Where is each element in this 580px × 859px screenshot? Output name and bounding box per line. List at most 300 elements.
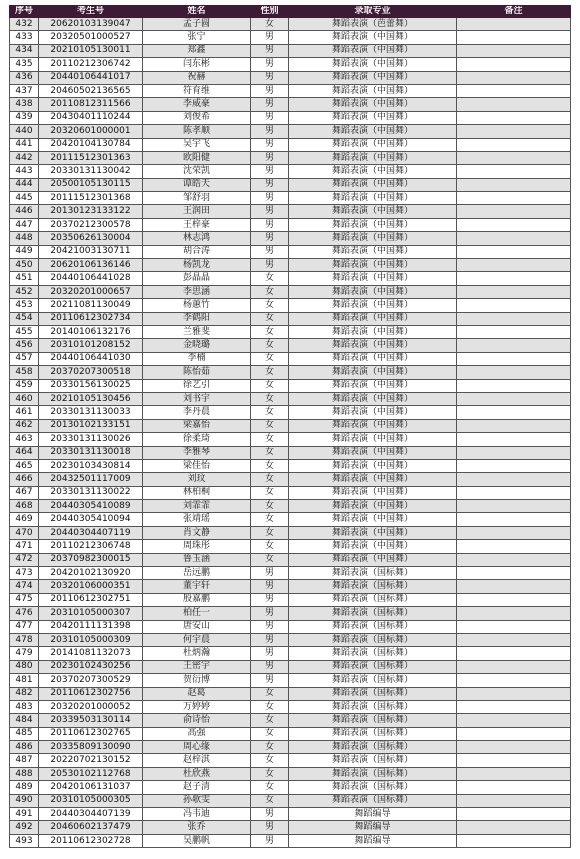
cell-gender: 女 [251, 727, 289, 740]
cell-major: 舞蹈表演（中国舞） [289, 84, 457, 97]
cell-exam-id: 20210105130456 [39, 392, 143, 405]
cell-note [457, 660, 571, 673]
cell-name: 金晓璐 [143, 339, 251, 352]
cell-name: 张宁 [143, 31, 251, 44]
cell-no: 488 [10, 767, 39, 780]
cell-exam-id: 20440305410094 [39, 513, 143, 526]
cell-gender: 男 [251, 84, 289, 97]
cell-name: 周心缘 [143, 741, 251, 754]
cell-no: 485 [10, 727, 39, 740]
cell-note [457, 674, 571, 687]
cell-gender: 女 [251, 767, 289, 780]
cell-note [457, 459, 571, 472]
cell-gender: 男 [251, 593, 289, 606]
cell-note [457, 178, 571, 191]
cell-gender: 男 [251, 58, 289, 71]
table-row [10, 272, 571, 285]
cell-major: 舞蹈表演（中国舞） [289, 31, 457, 44]
cell-gender: 男 [251, 607, 289, 620]
cell-no: 436 [10, 71, 39, 84]
cell-gender: 女 [251, 781, 289, 794]
table-row [10, 781, 571, 794]
cell-major: 舞蹈表演（中国舞） [289, 192, 457, 205]
cell-major: 舞蹈表演（中国舞） [289, 232, 457, 245]
cell-gender: 女 [251, 446, 289, 459]
cell-exam-id: 20111512301368 [39, 192, 143, 205]
cell-exam-id: 20421003130711 [39, 245, 143, 258]
cell-no: 480 [10, 660, 39, 673]
cell-exam-id: 20420104130784 [39, 138, 143, 151]
cell-no: 491 [10, 808, 39, 821]
cell-name: 李思涵 [143, 285, 251, 298]
cell-no: 486 [10, 741, 39, 754]
cell-name: 唐安山 [143, 620, 251, 633]
cell-major: 舞蹈表演（中国舞） [289, 526, 457, 539]
cell-no: 432 [10, 18, 39, 31]
cell-note [457, 526, 571, 539]
cell-exam-id: 20460602137479 [39, 821, 143, 834]
table-row [10, 31, 571, 44]
cell-gender: 男 [251, 192, 289, 205]
cell-no: 483 [10, 700, 39, 713]
header-exam-id: 考生号 [39, 6, 143, 18]
cell-note [457, 727, 571, 740]
cell-major: 舞蹈编导 [289, 821, 457, 834]
cell-major: 舞蹈表演（中国舞） [289, 366, 457, 379]
cell-no: 457 [10, 352, 39, 365]
table-row [10, 754, 571, 767]
cell-name: 胡合涛 [143, 245, 251, 258]
cell-major: 舞蹈表演（中国舞） [289, 446, 457, 459]
cell-major: 舞蹈表演（中国舞） [289, 272, 457, 285]
cell-exam-id: 20330131130022 [39, 486, 143, 499]
table-row [10, 459, 571, 472]
cell-gender: 女 [251, 272, 289, 285]
cell-no: 437 [10, 84, 39, 97]
cell-name: 岳远鹏 [143, 567, 251, 580]
cell-major: 舞蹈表演（中国舞） [289, 125, 457, 138]
cell-major: 舞蹈表演（中国舞） [289, 111, 457, 124]
table-row [10, 473, 571, 486]
cell-major: 舞蹈表演（国标舞） [289, 607, 457, 620]
cell-name: 孙歌雯 [143, 794, 251, 807]
cell-no: 447 [10, 218, 39, 231]
cell-no: 464 [10, 446, 39, 459]
cell-major: 舞蹈表演（中国舞） [289, 473, 457, 486]
cell-name: 万婷婷 [143, 700, 251, 713]
cell-no: 489 [10, 781, 39, 794]
cell-gender: 女 [251, 513, 289, 526]
cell-exam-id: 20440305410089 [39, 500, 143, 513]
cell-exam-id: 20330131130018 [39, 446, 143, 459]
cell-major: 舞蹈表演（国标舞） [289, 620, 457, 633]
cell-major: 舞蹈表演（中国舞） [289, 392, 457, 405]
cell-major: 舞蹈表演（国标舞） [289, 593, 457, 606]
table-row [10, 406, 571, 419]
cell-exam-id: 20430401110244 [39, 111, 143, 124]
table-row [10, 674, 571, 687]
cell-name: 刘俊希 [143, 111, 251, 124]
cell-exam-id: 20220702130152 [39, 754, 143, 767]
cell-gender: 男 [251, 259, 289, 272]
cell-exam-id: 20230102430256 [39, 660, 143, 673]
cell-name: 赵子清 [143, 781, 251, 794]
cell-gender: 女 [251, 754, 289, 767]
cell-exam-id: 20320201000657 [39, 285, 143, 298]
cell-no: 482 [10, 687, 39, 700]
header-gender: 性别 [251, 6, 289, 18]
cell-exam-id: 20130102133151 [39, 419, 143, 432]
table-row [10, 486, 571, 499]
cell-name: 王梓豪 [143, 218, 251, 231]
cell-exam-id: 20130123133122 [39, 205, 143, 218]
cell-exam-id: 20211081130049 [39, 299, 143, 312]
cell-note [457, 513, 571, 526]
cell-major: 舞蹈表演（中国舞） [289, 379, 457, 392]
cell-note [457, 500, 571, 513]
cell-no: 477 [10, 620, 39, 633]
cell-name: 谭皓天 [143, 178, 251, 191]
cell-note [457, 433, 571, 446]
cell-note [457, 165, 571, 178]
cell-note [457, 259, 571, 272]
cell-note [457, 794, 571, 807]
cell-name: 郑鑫 [143, 44, 251, 57]
cell-no: 449 [10, 245, 39, 258]
cell-gender: 男 [251, 567, 289, 580]
cell-gender: 男 [251, 620, 289, 633]
table-row [10, 192, 571, 205]
cell-note [457, 540, 571, 553]
table-row [10, 18, 571, 31]
cell-major: 舞蹈表演（国标舞） [289, 687, 457, 700]
cell-name: 王润田 [143, 205, 251, 218]
cell-note [457, 473, 571, 486]
cell-name: 林柏桐 [143, 486, 251, 499]
cell-major: 舞蹈表演（中国舞） [289, 352, 457, 365]
cell-exam-id: 20500105130115 [39, 178, 143, 191]
table-row [10, 205, 571, 218]
cell-name: 李鹤阳 [143, 312, 251, 325]
header-row [10, 6, 571, 18]
cell-note [457, 620, 571, 633]
cell-gender: 男 [251, 245, 289, 258]
cell-no: 463 [10, 433, 39, 446]
cell-name: 杨凯龙 [143, 259, 251, 272]
table-row [10, 84, 571, 97]
cell-exam-id: 20110612302765 [39, 727, 143, 740]
cell-exam-id: 20370982300015 [39, 553, 143, 566]
table-row [10, 500, 571, 513]
cell-exam-id: 20440106441017 [39, 71, 143, 84]
cell-major: 舞蹈表演（中国舞） [289, 299, 457, 312]
cell-name: 邹舒羽 [143, 192, 251, 205]
table-row [10, 433, 571, 446]
cell-gender: 男 [251, 138, 289, 151]
cell-exam-id: 20420111131398 [39, 620, 143, 633]
cell-major: 舞蹈表演（国标舞） [289, 794, 457, 807]
cell-name: 欧阳健 [143, 151, 251, 164]
table-row [10, 218, 571, 231]
cell-gender: 男 [251, 111, 289, 124]
cell-note [457, 714, 571, 727]
cell-major: 舞蹈编导 [289, 834, 457, 847]
cell-no: 448 [10, 232, 39, 245]
cell-gender: 女 [251, 433, 289, 446]
cell-major: 舞蹈表演（国标舞） [289, 674, 457, 687]
cell-note [457, 325, 571, 338]
cell-no: 441 [10, 138, 39, 151]
cell-note [457, 580, 571, 593]
cell-exam-id: 20230103430814 [39, 459, 143, 472]
cell-exam-id: 20370207300529 [39, 674, 143, 687]
table-row [10, 687, 571, 700]
cell-gender: 女 [251, 312, 289, 325]
cell-name: 赵葛 [143, 687, 251, 700]
cell-name: 贺衍博 [143, 674, 251, 687]
cell-no: 492 [10, 821, 39, 834]
table-row [10, 526, 571, 539]
cell-exam-id: 20339503130114 [39, 714, 143, 727]
cell-major: 舞蹈表演（中国舞） [289, 151, 457, 164]
cell-name: 冯韦迪 [143, 808, 251, 821]
table-row [10, 741, 571, 754]
cell-major: 舞蹈表演（中国舞） [289, 540, 457, 553]
cell-major: 舞蹈表演（中国舞） [289, 513, 457, 526]
table-row [10, 767, 571, 780]
header-no: 序号 [10, 6, 39, 18]
cell-gender: 女 [251, 714, 289, 727]
cell-name: 刘霏霏 [143, 500, 251, 513]
table-row [10, 299, 571, 312]
cell-major: 舞蹈表演（中国舞） [289, 58, 457, 71]
cell-no: 487 [10, 754, 39, 767]
table-row [10, 111, 571, 124]
table-row [10, 44, 571, 57]
cell-major: 舞蹈表演（国标舞） [289, 741, 457, 754]
cell-no: 481 [10, 674, 39, 687]
cell-no: 460 [10, 392, 39, 405]
cell-major: 舞蹈表演（国标舞） [289, 580, 457, 593]
cell-note [457, 125, 571, 138]
cell-gender: 女 [251, 366, 289, 379]
cell-gender: 男 [251, 647, 289, 660]
cell-exam-id: 20141081132073 [39, 647, 143, 660]
cell-no: 467 [10, 486, 39, 499]
cell-no: 453 [10, 299, 39, 312]
cell-no: 446 [10, 205, 39, 218]
cell-exam-id: 20530102112768 [39, 767, 143, 780]
cell-major: 舞蹈表演（中国舞） [289, 205, 457, 218]
cell-gender: 女 [251, 553, 289, 566]
cell-exam-id: 20111512301363 [39, 151, 143, 164]
cell-gender: 女 [251, 325, 289, 338]
cell-name: 杜欣燕 [143, 767, 251, 780]
cell-gender: 女 [251, 406, 289, 419]
cell-gender: 女 [251, 352, 289, 365]
cell-name: 俞诗怡 [143, 714, 251, 727]
cell-no: 434 [10, 44, 39, 57]
cell-name: 何宇晨 [143, 633, 251, 646]
cell-name: 肖文静 [143, 526, 251, 539]
cell-no: 456 [10, 339, 39, 352]
cell-note [457, 352, 571, 365]
cell-note [457, 285, 571, 298]
cell-major: 舞蹈表演（中国舞） [289, 433, 457, 446]
cell-major: 舞蹈表演（中国舞） [289, 98, 457, 111]
header-major: 录取专业 [289, 6, 457, 18]
cell-note [457, 687, 571, 700]
cell-major: 舞蹈表演（国标舞） [289, 754, 457, 767]
cell-no: 435 [10, 58, 39, 71]
cell-no: 473 [10, 567, 39, 580]
cell-name: 赵梓淇 [143, 754, 251, 767]
cell-note [457, 71, 571, 84]
cell-major: 舞蹈表演（国标舞） [289, 727, 457, 740]
table-row [10, 567, 571, 580]
cell-exam-id: 20370207300518 [39, 366, 143, 379]
cell-no: 438 [10, 98, 39, 111]
cell-no: 468 [10, 500, 39, 513]
cell-name: 李雅琴 [143, 446, 251, 459]
cell-note [457, 567, 571, 580]
cell-no: 455 [10, 325, 39, 338]
cell-name: 李丹晨 [143, 406, 251, 419]
cell-note [457, 339, 571, 352]
cell-major: 舞蹈表演（中国舞） [289, 178, 457, 191]
cell-major: 舞蹈表演（中国舞） [289, 486, 457, 499]
cell-major: 舞蹈表演（中国舞） [289, 285, 457, 298]
table-row [10, 138, 571, 151]
cell-no: 442 [10, 151, 39, 164]
cell-name: 陈孝顺 [143, 125, 251, 138]
cell-no: 445 [10, 192, 39, 205]
cell-note [457, 245, 571, 258]
cell-gender: 女 [251, 392, 289, 405]
cell-exam-id: 20110612302756 [39, 687, 143, 700]
cell-major: 舞蹈表演（中国舞） [289, 419, 457, 432]
cell-note [457, 84, 571, 97]
cell-exam-id: 20440106441028 [39, 272, 143, 285]
cell-exam-id: 20335809130090 [39, 741, 143, 754]
cell-major: 舞蹈表演（中国舞） [289, 165, 457, 178]
cell-note [457, 808, 571, 821]
cell-no: 451 [10, 272, 39, 285]
cell-exam-id: 20320601000001 [39, 125, 143, 138]
cell-no: 490 [10, 794, 39, 807]
table-row [10, 125, 571, 138]
cell-name: 沈荣凯 [143, 165, 251, 178]
table-row [10, 379, 571, 392]
cell-exam-id: 20110212306748 [39, 540, 143, 553]
cell-name: 张靖瑶 [143, 513, 251, 526]
cell-gender: 女 [251, 794, 289, 807]
cell-no: 475 [10, 593, 39, 606]
cell-major: 舞蹈表演（中国舞） [289, 312, 457, 325]
cell-gender: 男 [251, 98, 289, 111]
cell-exam-id: 20350626130004 [39, 232, 143, 245]
table-row [10, 151, 571, 164]
table-row [10, 339, 571, 352]
cell-major: 舞蹈表演（中国舞） [289, 44, 457, 57]
cell-note [457, 366, 571, 379]
table-row [10, 285, 571, 298]
table-row [10, 245, 571, 258]
cell-no: 458 [10, 366, 39, 379]
cell-note [457, 151, 571, 164]
cell-note [457, 392, 571, 405]
cell-exam-id: 20110612302728 [39, 834, 143, 847]
cell-exam-id: 20620103139047 [39, 18, 143, 31]
table-row [10, 259, 571, 272]
cell-gender: 男 [251, 674, 289, 687]
cell-exam-id: 20320106000351 [39, 580, 143, 593]
cell-major: 舞蹈表演（中国舞） [289, 138, 457, 151]
cell-no: 478 [10, 633, 39, 646]
cell-note [457, 272, 571, 285]
table-row [10, 660, 571, 673]
cell-name: 陈怡茹 [143, 366, 251, 379]
cell-note [457, 821, 571, 834]
cell-no: 459 [10, 379, 39, 392]
cell-exam-id: 20330131130026 [39, 433, 143, 446]
cell-gender: 女 [251, 700, 289, 713]
cell-name: 柏任一 [143, 607, 251, 620]
cell-exam-id: 20330131130033 [39, 406, 143, 419]
cell-gender: 女 [251, 379, 289, 392]
cell-gender: 男 [251, 165, 289, 178]
cell-name: 张乔 [143, 821, 251, 834]
table-row [10, 580, 571, 593]
cell-note [457, 111, 571, 124]
cell-name: 杨蕙竹 [143, 299, 251, 312]
cell-note [457, 633, 571, 646]
cell-gender: 女 [251, 419, 289, 432]
cell-gender: 女 [251, 285, 289, 298]
cell-note [457, 607, 571, 620]
cell-name: 高强 [143, 727, 251, 740]
cell-no: 479 [10, 647, 39, 660]
table-row [10, 700, 571, 713]
cell-no: 465 [10, 459, 39, 472]
table-row [10, 727, 571, 740]
table-row [10, 808, 571, 821]
cell-major: 舞蹈表演（国标舞） [289, 633, 457, 646]
table-row [10, 352, 571, 365]
cell-note [457, 553, 571, 566]
cell-exam-id: 20110812311566 [39, 98, 143, 111]
cell-note [457, 647, 571, 660]
cell-name: 闫东彬 [143, 58, 251, 71]
cell-major: 舞蹈表演（国标舞） [289, 714, 457, 727]
cell-exam-id: 20440106441030 [39, 352, 143, 365]
table-row [10, 620, 571, 633]
table-body [10, 18, 571, 848]
cell-note [457, 781, 571, 794]
admission-list [9, 5, 570, 848]
cell-note [457, 754, 571, 767]
table-row [10, 178, 571, 191]
cell-note [457, 741, 571, 754]
table-row [10, 593, 571, 606]
table-row [10, 821, 571, 834]
cell-major: 舞蹈表演（国标舞） [289, 567, 457, 580]
cell-no: 450 [10, 259, 39, 272]
table-row [10, 633, 571, 646]
cell-no: 466 [10, 473, 39, 486]
cell-gender: 男 [251, 633, 289, 646]
table-row [10, 513, 571, 526]
